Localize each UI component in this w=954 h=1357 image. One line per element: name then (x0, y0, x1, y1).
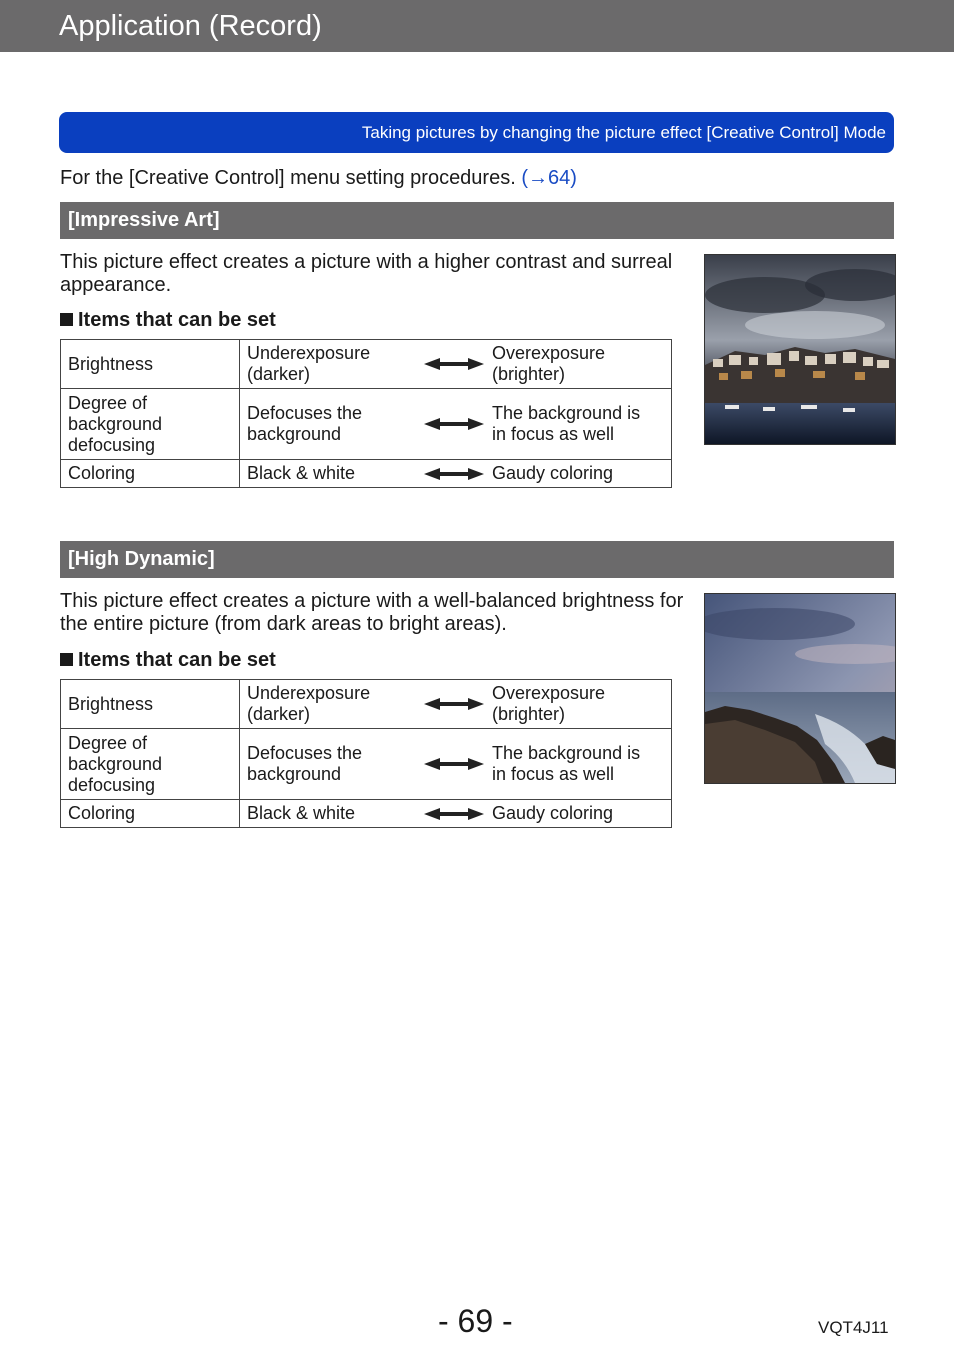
items-heading-text: Items that can be set (78, 309, 276, 331)
items-heading-text: Items that can be set (78, 649, 276, 671)
settings-table (60, 679, 672, 828)
page-title: Application (Record) (59, 10, 322, 42)
item-range (240, 800, 493, 828)
intro-text (60, 167, 577, 190)
item-name: Degree of background defocusing (61, 389, 240, 460)
range-left: Underexposure (darker) (247, 683, 371, 724)
item-name: Coloring (61, 800, 240, 828)
item-range (240, 340, 493, 389)
square-bullet-icon (60, 313, 73, 326)
items-heading (60, 309, 276, 332)
table-row (61, 729, 672, 800)
double-arrow-icon (415, 467, 492, 481)
section-description: This picture effect creates a picture with a well-balanced brightness for the entire picture (from dark areas to bright areas). (60, 590, 684, 635)
section-banner (59, 112, 894, 153)
range-left: Black & white (247, 803, 356, 823)
item-range (240, 680, 493, 729)
section-description: This picture effect creates a picture with a higher contrast and surreal appearance. (60, 251, 673, 296)
range-left: Black & white (247, 463, 356, 483)
item-name: Degree of background defocusing (61, 729, 240, 800)
table-row (61, 389, 672, 460)
range-right: The background is in focus as well (492, 389, 672, 460)
banner-text: Taking pictures by changing the picture effect [Creative Control] Mode (361, 123, 886, 142)
item-name: Brightness (61, 340, 240, 389)
table-row (61, 340, 672, 389)
section-heading-high-dynamic (60, 541, 894, 578)
range-left: Defocuses the background (247, 403, 363, 444)
sample-photo-harbor (704, 254, 896, 445)
item-name: Coloring (61, 460, 240, 488)
double-arrow-icon (415, 417, 492, 431)
table-row (61, 460, 672, 488)
page-reference-link[interactable]: (→64) (521, 167, 577, 189)
section-heading-text: [High Dynamic] (68, 548, 215, 570)
range-right: The background is in focus as well (492, 729, 672, 800)
page-number: - 69 - (438, 1303, 513, 1339)
double-arrow-icon (415, 757, 492, 771)
item-name: Brightness (61, 680, 240, 729)
items-heading (60, 649, 276, 672)
double-arrow-icon (415, 697, 492, 711)
model-code: VQT4J11 (818, 1318, 889, 1337)
double-arrow-icon (415, 357, 492, 371)
table-row (61, 800, 672, 828)
item-range (240, 389, 493, 460)
sample-photo-coast (704, 593, 896, 784)
range-left: Underexposure (darker) (247, 343, 371, 384)
section-heading-text: [Impressive Art] (68, 209, 220, 231)
item-range (240, 460, 493, 488)
intro-label: For the [Creative Control] menu setting procedures. (60, 167, 522, 189)
range-right: Overexposure (brighter) (492, 680, 672, 729)
range-right: Gaudy coloring (492, 800, 672, 828)
header-bar (0, 0, 954, 52)
range-left: Defocuses the background (247, 743, 363, 784)
item-range (240, 729, 493, 800)
table-row (61, 680, 672, 729)
double-arrow-icon (415, 807, 492, 821)
range-right: Overexposure (brighter) (492, 340, 672, 389)
settings-table (60, 339, 672, 488)
square-bullet-icon (60, 653, 73, 666)
range-right: Gaudy coloring (492, 460, 672, 488)
section-heading-impressive-art (60, 202, 894, 239)
